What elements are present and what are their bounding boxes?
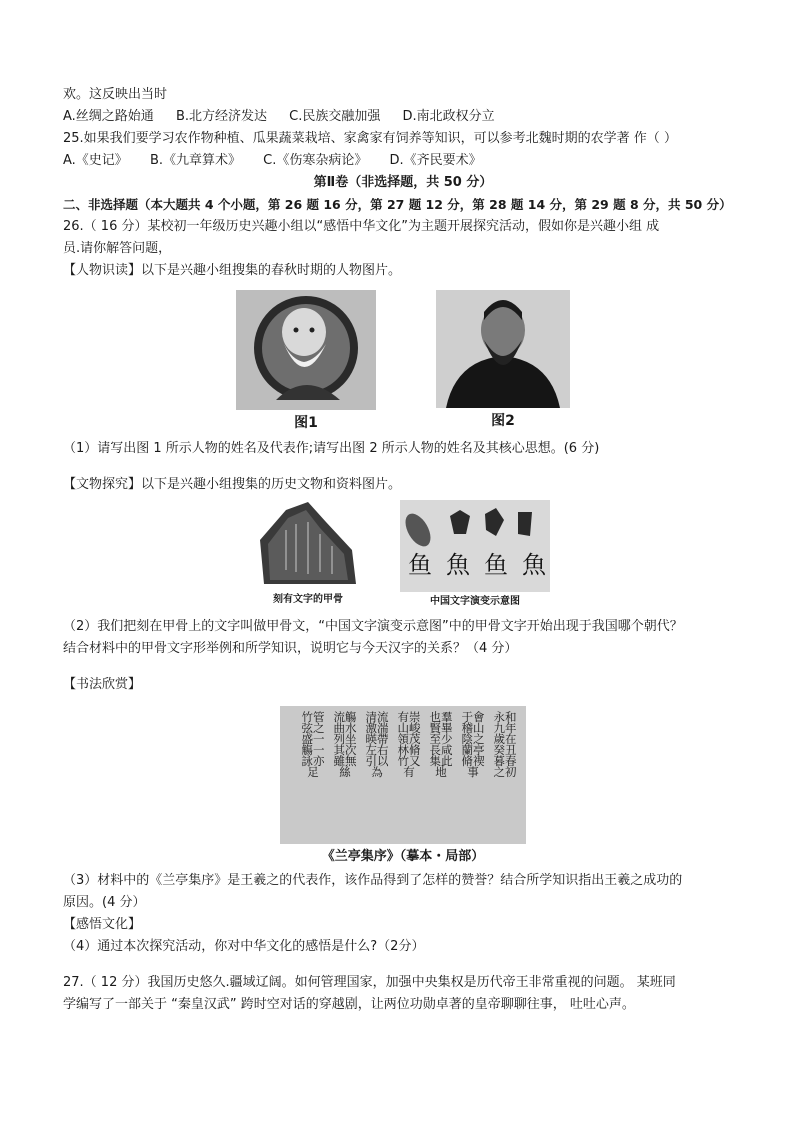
question-26-3-line-1: （3）材料中的《兰亭集序》是王羲之的代表作，该作品得到了怎样的赞誉？结合所学知识指出王羲之成功的: [63, 873, 683, 888]
q25-options: [63, 150, 743, 172]
evolution-glyph-row: [408, 550, 546, 580]
q27-line-2: 学编写了一部关于 “秦皇汉武” 跨时空对话的穿越剧，让两位功勋卓著的皇帝聊聊往事， 吐吐心声。: [63, 997, 635, 1012]
question-26-1: （1）请写出图 1 所示人物的姓名及代表作;请写出图 2 所示人物的姓名及其核心思想。(6 分): [63, 441, 600, 456]
q26-line-2: 员.请你解答问题，: [63, 241, 172, 256]
section-artifacts-heading: 【文物探究】以下是兴趣小组搜集的历史文物和资料图片。: [63, 477, 402, 492]
oracle-bone-caption: 刻有文字的甲骨: [273, 594, 343, 605]
lanting-manuscript-image: [280, 706, 526, 844]
q24-options: [63, 106, 743, 128]
lanting-caption: 《兰亭集序》（摹本・局部）: [321, 849, 485, 864]
figure-2-caption: 图2: [491, 413, 515, 429]
question-26-2-line-2: 结合材料中的甲骨文字形举例和所学知识，说明它与今天汉字的关系？（4 分）: [63, 641, 518, 656]
character-evolution-caption: 中国文字演变示意图: [430, 596, 520, 607]
lanting-column: 竹管弦之盛一觴一詠亦足: [301, 710, 325, 779]
q24-option-c: C.民族交融加强: [289, 109, 381, 124]
q25-option-d: D.《齐民要术》: [389, 153, 482, 168]
lanting-column: 清流激湍暎帶左右引以為: [365, 710, 389, 779]
lanting-column: 有崇山峻領茂林脩竹又有: [397, 710, 421, 779]
figure-1: [236, 290, 376, 434]
evolution-glyph: 魚: [522, 551, 546, 579]
lanting-figure: [280, 706, 526, 868]
character-evolution-image: [400, 500, 550, 592]
lanting-column: 永和九年歲在癸丑暮春之初: [493, 710, 517, 779]
laozi-portrait-image: [236, 290, 376, 410]
evolution-glyph: 鱼: [408, 551, 432, 579]
section-reflection-heading: 【感悟文化】: [63, 917, 142, 932]
oracle-bone-figure: [256, 500, 360, 608]
q25-option-c: C.《伤寒杂病论》: [263, 153, 368, 168]
figure-row-calligraphy: [63, 706, 743, 868]
figure-2: [436, 290, 570, 432]
figure-1-caption: 图1: [294, 415, 318, 431]
exam-page: [63, 84, 743, 1016]
q27-line-1: 27.（ 12 分）我国历史悠久.疆域辽阔。如何管理国家，加强中央集权是历代帝王非常重视的问题。 某班同: [63, 975, 676, 990]
q26-line-1: 26.（ 16 分）某校初一年级历史兴趣小组以“感悟中华文化”为主题开展探究活动，假如你是兴趣小组 成: [63, 219, 660, 234]
q25-option-b: B.《九章算术》: [149, 153, 242, 168]
lanting-columns: [300, 712, 518, 778]
question-26-2-line-1: （2）我们把刻在甲骨上的文字叫做甲骨文，“中国文字演变示意图”中的甲骨文字开始出现于我国哪个朝代？: [63, 619, 683, 634]
part2-description: 二、非选择题（本大题共 4 个小题，第 26 题 16 分，第 27 题 12 分，第 28 题 14 分，第 29 题 8 分，共 50 分）: [63, 197, 732, 212]
section-calligraphy-heading: 【书法欣赏】: [63, 677, 142, 692]
oracle-bone-image: [256, 500, 360, 590]
character-evolution-figure: [400, 500, 550, 610]
section-figures-heading: 【人物识读】以下是兴趣小组搜集的春秋时期的人物图片。: [63, 263, 402, 278]
question-26-4: （4）通过本次探究活动，你对中华文化的感悟是什么?（2分）: [63, 939, 425, 954]
evolution-glyph: 鱼: [484, 551, 508, 579]
q25-option-a: A.《史记》: [63, 153, 128, 168]
q24-option-d: D.南北政权分立: [402, 109, 495, 124]
figure-row-artifacts: [63, 500, 743, 610]
q25-stem: 25.如果我们要学习农作物种植、瓜果蔬菜栽培、家禽家有饲养等知识，可以参考北魏时期的农学著 作（ ）: [63, 131, 677, 146]
evolution-glyph: 魚: [446, 551, 470, 579]
lanting-column: 于會稽山陰之蘭亭脩禊事: [461, 710, 485, 779]
q24-tail: 欢。这反映出当时: [63, 87, 168, 102]
confucius-portrait-image: [436, 290, 570, 408]
figure-row-portraits: [63, 290, 743, 434]
q24-option-a: A.丝绸之路始通: [63, 109, 154, 124]
q24-option-b: B.北方经济发达: [175, 109, 268, 124]
question-26-3-line-2: 原因。(4 分）: [63, 895, 146, 910]
part2-title: 第Ⅱ卷（非选择题，共 50 分）: [313, 175, 493, 190]
lanting-column: 也羣賢畢至少長咸集此地: [429, 710, 453, 779]
lanting-column: 流觴曲水列坐其次雖無絲: [333, 710, 357, 779]
